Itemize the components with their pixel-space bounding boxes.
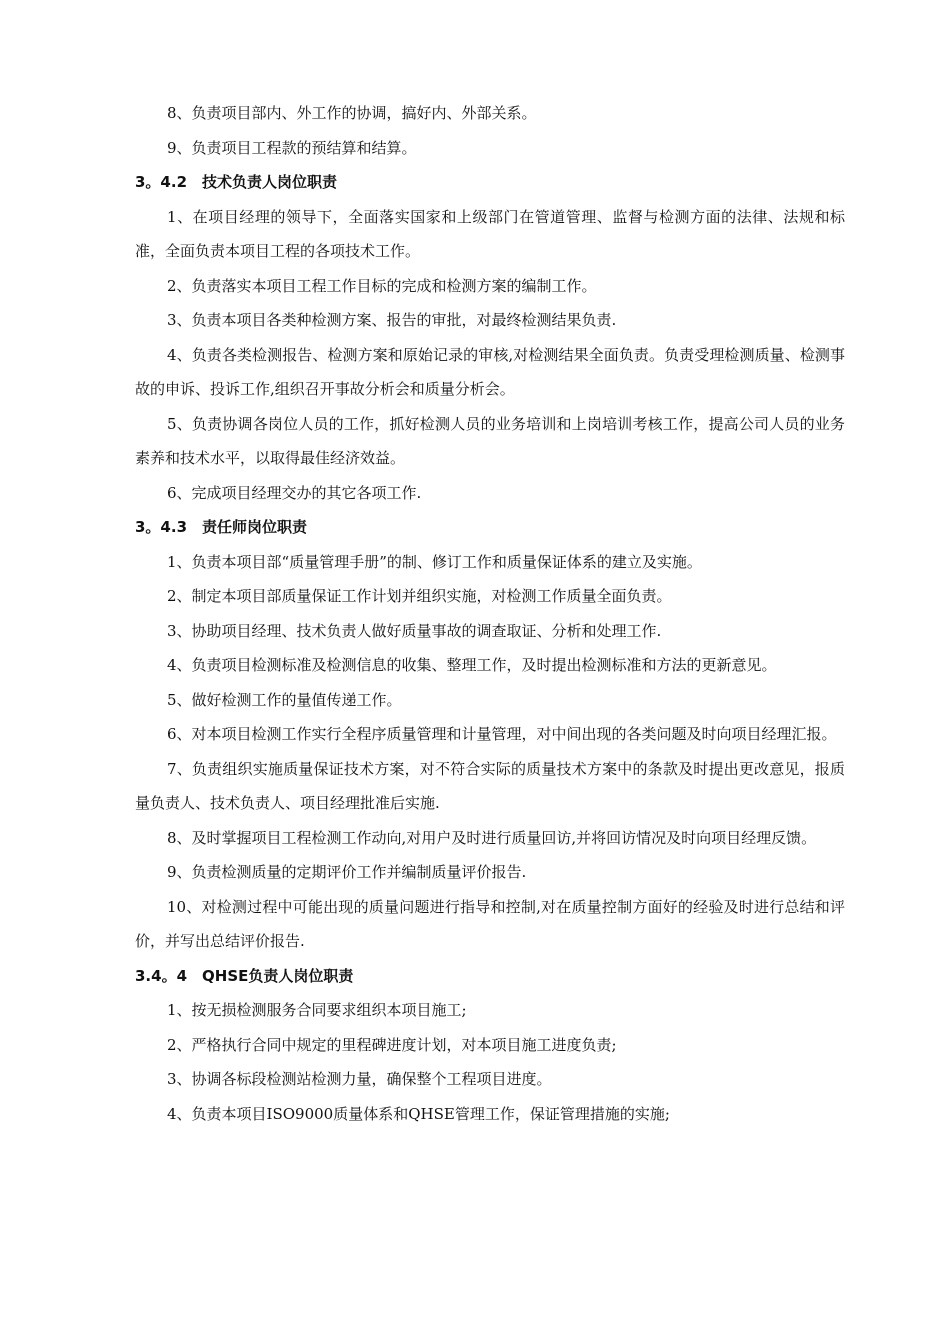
paragraph-resp-9: 9、负责检测质量的定期评价工作并编制质量评价报告. xyxy=(167,863,527,881)
paragraph-qhse-1: 1、按无损检测服务合同要求组织本项目施工; xyxy=(167,1001,467,1019)
paragraph-qhse-2: 2、严格执行合同中规定的里程碑进度计划，对本项目施工进度负责; xyxy=(167,1035,617,1054)
paragraph-tech-4: 4、负责各类检测报告、检测方案和原始记录的审核,对检测结果全面负责。负责受理检测质量、检测事故的申诉、投诉工作,组织召开事故分析会和质量分析会。 xyxy=(135,345,845,398)
paragraph-qhse-4: 4、负责本项目ISO9000质量体系和QHSE管理工作，保证管理措施的实施; xyxy=(167,1104,670,1123)
paragraph-resp-6: 6、对本项目检测工作实行全程序质量管理和计量管理，对中间出现的各类问题及时向项目经理汇报。 xyxy=(167,725,837,743)
paragraph-resp-2: 2、制定本项目部质量保证工作计划并组织实施，对检测工作质量全面负责。 xyxy=(167,587,672,605)
paragraph-resp-3: 3、协助项目经理、技术负责人做好质量事故的调查取证、分析和处理工作. xyxy=(167,621,662,640)
paragraph-pm-8: 8、负责项目部内、外工作的协调，搞好内、外部关系。 xyxy=(167,104,537,122)
paragraph-tech-3: 3、负责本项目各类种检测方案、报告的审批，对最终检测结果负责. xyxy=(167,311,617,329)
section-heading-3-4-4: 3.4。4 QHSE负责人岗位职责 xyxy=(135,966,354,985)
paragraph-tech-2: 2、负责落实本项目工程工作目标的完成和检测方案的编制工作。 xyxy=(167,276,597,295)
section-heading-3-4-3: 3。4.3 责任师岗位职责 xyxy=(135,518,308,536)
section-heading-3-4-2: 3。4.2 技术负责人岗位职责 xyxy=(135,173,338,191)
paragraph-tech-5: 5、负责协调各岗位人员的工作，抓好检测人员的业务培训和上岗培训考核工作，提高公司人员的业务素养和技术水平，以取得最佳经济效益。 xyxy=(135,414,845,467)
paragraph-pm-9: 9、负责项目工程款的预结算和结算。 xyxy=(167,138,417,157)
paragraph-resp-1: 1、负责本项目部“质量管理手册”的制、修订工作和质量保证体系的建立及实施。 xyxy=(167,552,702,571)
paragraph-resp-5: 5、做好检测工作的量值传递工作。 xyxy=(167,690,402,709)
paragraph-tech-6: 6、完成项目经理交办的其它各项工作. xyxy=(167,483,422,502)
paragraph-qhse-3: 3、协调各标段检测站检测力量，确保整个工程项目进度。 xyxy=(167,1070,552,1088)
paragraph-resp-10: 10、对检测过程中可能出现的质量问题进行指导和控制,对在质量控制方面好的经验及时进行总结和评价，并写出总结评价报告. xyxy=(135,897,845,950)
document-body xyxy=(135,96,845,1131)
paragraph-resp-4: 4、负责项目检测标准及检测信息的收集、整理工作，及时提出检测标准和方法的更新意见。 xyxy=(167,656,777,674)
paragraph-tech-1: 1、在项目经理的领导下，全面落实国家和上级部门在管道管理、监督与检测方面的法律、法规和标准，全面负责本项目工程的各项技术工作。 xyxy=(135,207,845,260)
paragraph-resp-8: 8、及时掌握项目工程检测工作动向,对用户及时进行质量回访,并将回访情况及时向项目经理反馈。 xyxy=(167,828,817,847)
paragraph-resp-7: 7、负责组织实施质量保证技术方案，对不符合实际的质量技术方案中的条款及时提出更改意见，报质量负责人、技术负责人、项目经理批准后实施. xyxy=(135,759,845,812)
